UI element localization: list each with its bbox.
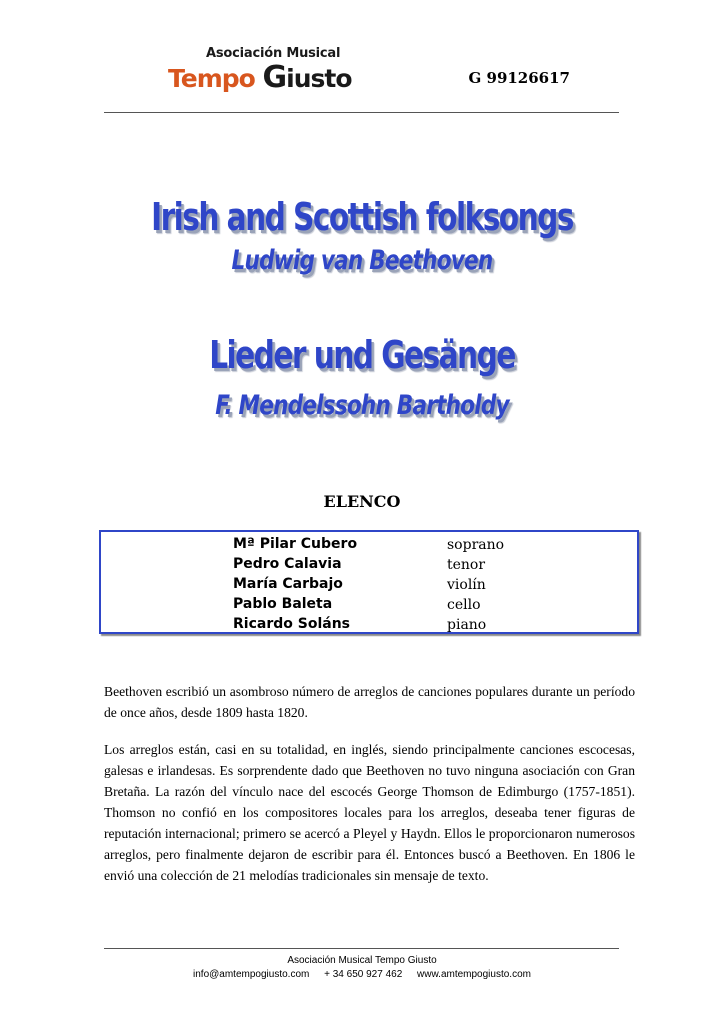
cast-member-role: tenor xyxy=(447,557,486,573)
cast-heading: ELENCO xyxy=(323,492,401,511)
cast-member-role: violín xyxy=(447,577,486,593)
work1-title: Irish and Scottish folksongs xyxy=(151,195,573,239)
logo-treble-clef-g: G xyxy=(262,60,287,95)
cast-member-name: Mª Pilar Cubero xyxy=(233,536,358,552)
cast-row xyxy=(233,556,613,576)
cast-row xyxy=(233,596,613,616)
footer-email-link[interactable]: info@amtempogiusto.com xyxy=(193,969,310,980)
organization-logo xyxy=(168,46,352,106)
header-divider xyxy=(104,112,619,113)
work1-composer: Ludwig van Beethoven xyxy=(231,245,493,276)
cast-member-name: Pedro Calavia xyxy=(233,556,342,572)
paragraph-history: Los arreglos están, casi en su totalidad, en inglés, siendo principalmente canciones escocesas, galesas e irlandesas. Es sorprendente dado que Beethoven no tuvo ninguna asociación con Gran Bretaña. La razón del vínculo nace del escocés George Thomson de Edimburgo (1757-1851). Thomson no confió en los compositores locales para los arreglos, deseaba tener figuras de reputación internacional; primero se acercó a Pleyel y Haydn. Ellos le proporcionaron numerosos arreglos, pero finalmente dejaron de escribir para él. Entonces buscó a Beethoven. En 1806 le envió una colección de 21 melodías tradicionales sin mensaje de texto. xyxy=(104,742,635,883)
footer-divider xyxy=(104,948,619,949)
work2-composer-block xyxy=(0,390,724,421)
logo-word-giusto: iusto xyxy=(286,64,352,93)
paragraph-intro: Beethoven escribió un asombroso número de arreglos de canciones populares durante un período de once años, desde 1809 hasta 1820. xyxy=(104,684,635,720)
cast-member-name: Ricardo Soláns xyxy=(233,616,350,632)
logo-top-text: Asociación Musical xyxy=(206,46,341,61)
cast-member-role: cello xyxy=(447,597,481,613)
footer-organization: Asociación Musical Tempo Giusto xyxy=(287,955,437,966)
work1-title-block xyxy=(0,195,724,239)
footer-contacts xyxy=(0,969,724,980)
work1-composer-block xyxy=(0,245,724,276)
reference-code: G 99126617 xyxy=(468,69,570,87)
footer-website-link[interactable]: www.amtempogiusto.com xyxy=(417,969,531,980)
cast-member-name: Pablo Baleta xyxy=(233,596,333,612)
cast-row xyxy=(233,536,613,556)
cast-member-name: María Carbajo xyxy=(233,576,343,592)
work2-composer: F. Mendelssohn Bartholdy xyxy=(215,390,509,421)
work2-title-block xyxy=(0,333,724,377)
cast-member-role: piano xyxy=(447,617,487,633)
cast-row xyxy=(233,616,613,636)
cast-box xyxy=(99,530,639,634)
footer-phone: + 34 650 927 462 xyxy=(324,969,403,980)
logo-main-text xyxy=(168,60,352,95)
cast-member-role: soprano xyxy=(447,537,505,553)
cast-row xyxy=(233,576,613,596)
work2-title: Lieder und Gesänge xyxy=(209,333,515,377)
logo-word-tempo: Tempo xyxy=(168,64,255,93)
